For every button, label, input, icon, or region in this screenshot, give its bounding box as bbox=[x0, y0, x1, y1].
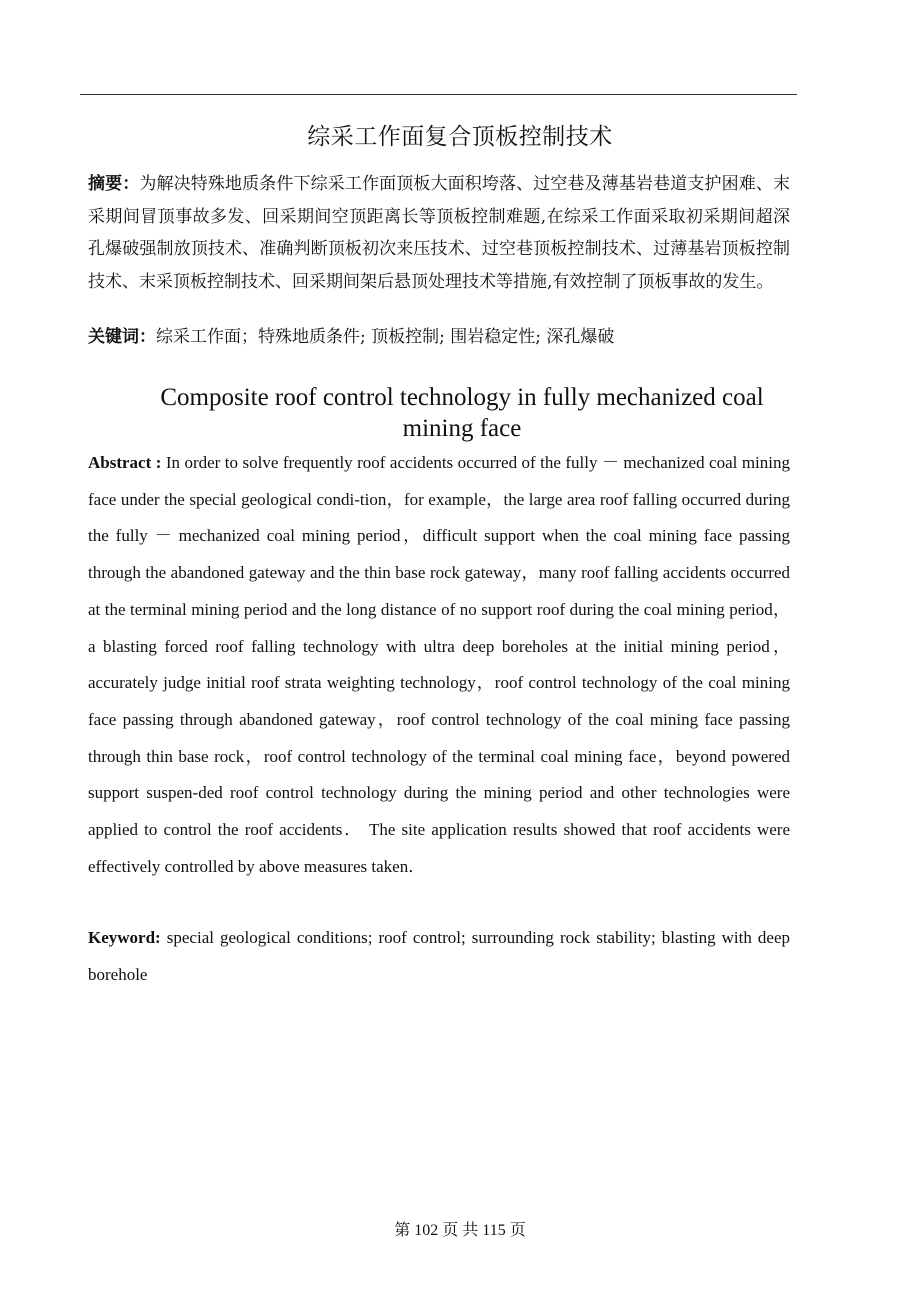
english-title bbox=[160, 382, 764, 444]
page-footer: 第 102 页 共 115 页 bbox=[394, 1222, 526, 1239]
chinese-title: 综采工作面复合顶板控制技术 bbox=[307, 124, 613, 150]
chinese-abstract bbox=[88, 168, 790, 298]
english-keywords bbox=[88, 920, 790, 993]
english-title-line-2: mining face bbox=[402, 415, 522, 442]
chinese-abstract-text: 为解决特殊地质条件下综采工作面顶板大面积垮落、过空巷及薄基岩巷道支护困难、末采期间冒顶事故多发、回采期间空顶距离长等顶板控制难题,在综采工作面采取初采期间超深孔爆破强制放顶技术、准确判断顶板初次来压技术、过空巷顶板控制技术、过薄基岩顶板控制技术、末采顶板控制技术、回采期间架后悬顶处理技术等措施,有效控制了顶板事故的发生。 bbox=[88, 174, 790, 292]
chinese-keywords-label: 关键词： bbox=[88, 327, 156, 347]
english-abstract-text: In order to solve frequently roof accidents occurred of the fully － mechanized coal mining face under the special geological condi-tion，for example，the large area roof falling occurred during the fully － mechanized coal mining period，difficult support when the coal mining face passing through the abandoned gateway and the thin base rock gateway，many roof falling accidents occurred at the terminal mining period and the long distance of no support roof during the coal mining period，a blasting forced roof falling technology with ultra deep boreholes at the initial mining period，accurately judge initial roof strata weighting technology，roof control technology of the coal mining face passing through abandoned gateway，roof control technology of the coal mining face passing through thin base rock，roof control technology of the terminal coal mining face，beyond powered support suspen-ded roof control technology during the mining period and other technologies were applied to control the roof accidents． The site application results showed that roof accidents were effectively controlled by above measures taken． bbox=[88, 453, 791, 876]
english-keywords-text: special geological conditions; roof control; surrounding rock stability; blasting with deep borehole bbox=[88, 928, 790, 984]
chinese-abstract-label: 摘要： bbox=[88, 174, 140, 194]
english-abstract bbox=[88, 445, 790, 885]
header-rule bbox=[80, 94, 797, 95]
chinese-keywords bbox=[88, 321, 790, 354]
english-title-line-1: Composite roof control technology in fully mechanized coal bbox=[160, 384, 764, 411]
english-keywords-label: Keyword: bbox=[88, 928, 161, 947]
english-abstract-label: Abstract : bbox=[88, 453, 162, 472]
chinese-keywords-text: 综采工作面；特殊地质条件; 顶板控制; 围岩稳定性; 深孔爆破 bbox=[156, 327, 615, 347]
